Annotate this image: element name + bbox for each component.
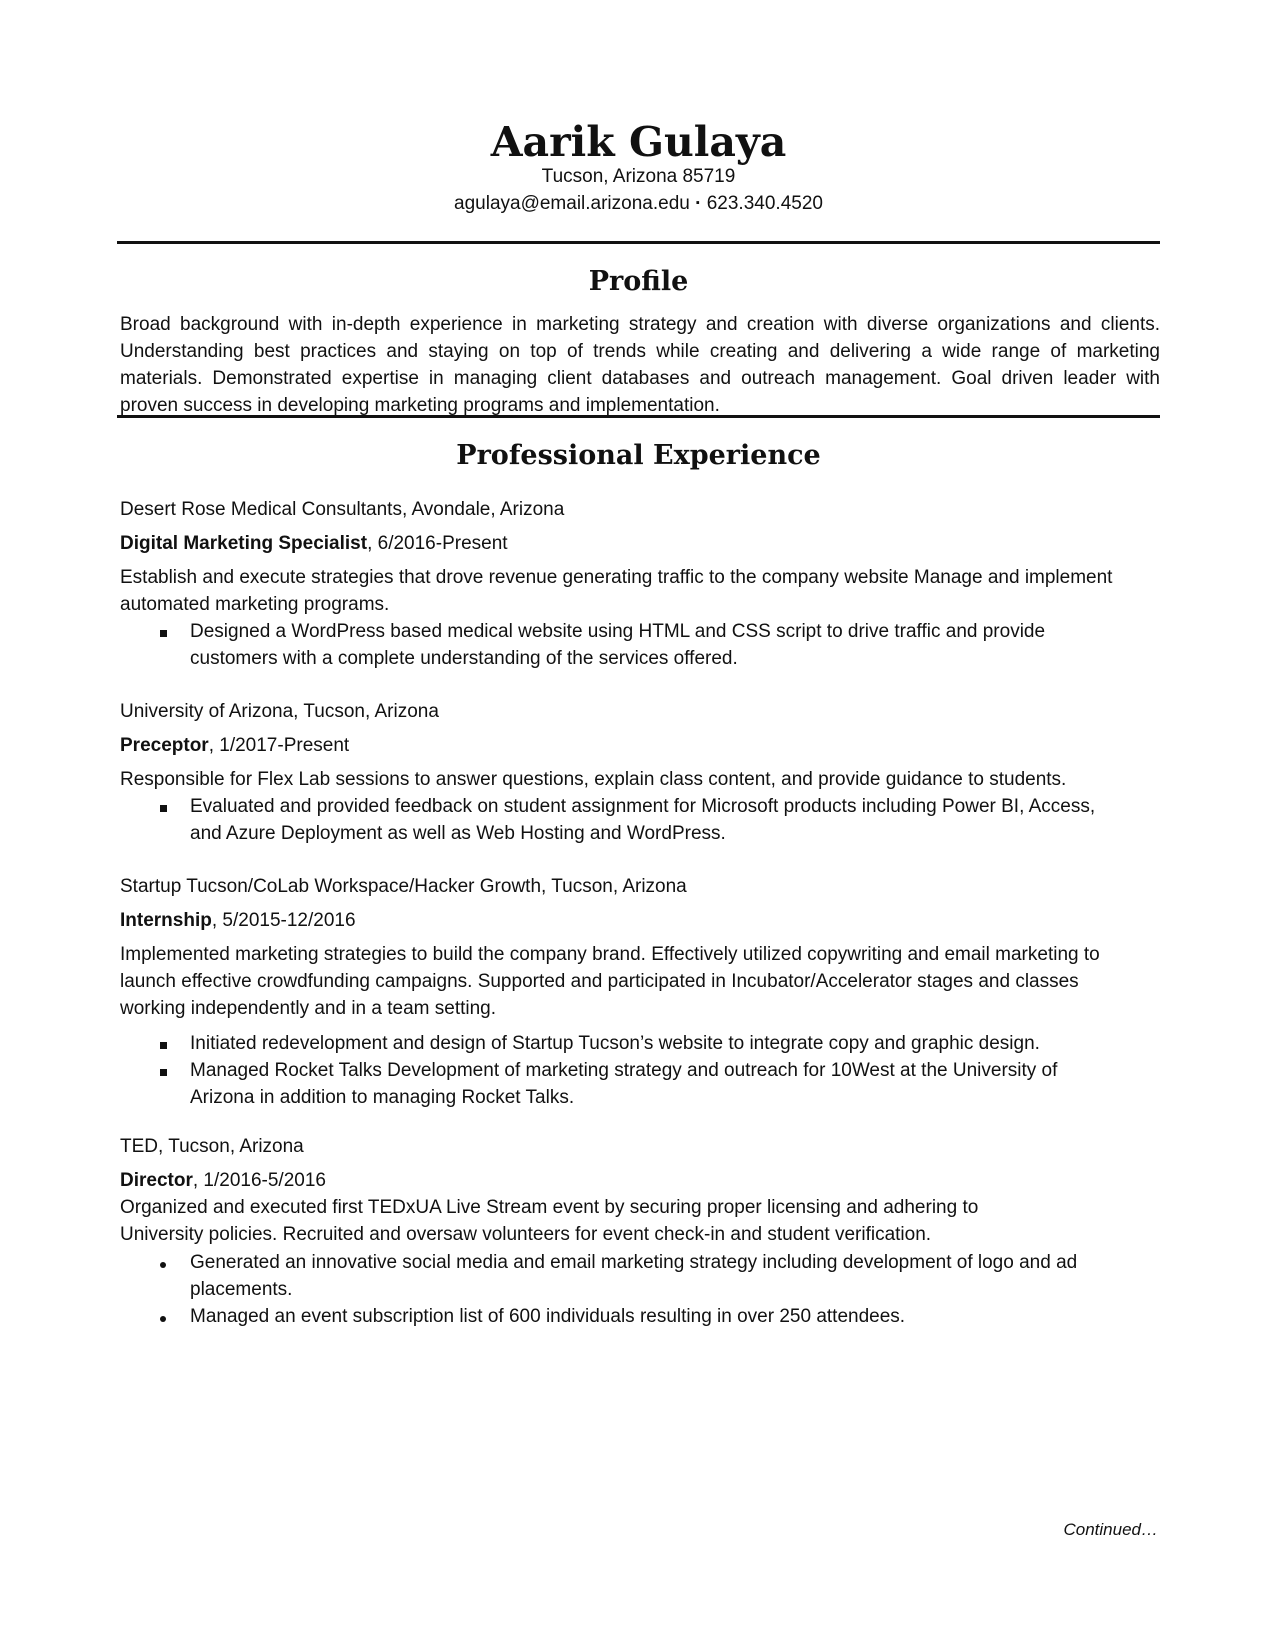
- job-2-bullets: [190, 793, 1110, 847]
- job-3-title-line: [120, 907, 1160, 934]
- bullet-square-icon: [160, 1069, 167, 1076]
- job-2-title: Preceptor: [120, 735, 209, 756]
- job-1-title-line: [120, 530, 1160, 557]
- job-3-organization: Startup Tucson/CoLab Workspace/Hacker Growth, Tucson, Arizona: [120, 876, 687, 897]
- job-4-dates: , 1/2016-5/2016: [192, 1170, 326, 1191]
- job-3-description: Implemented marketing strategies to build the company brand. Effectively utilized copywriting and email marketing to launch effective crowdfunding campaigns. Supported and participated in Incubator/Accelerator stages and classes working independently and in a team setting.: [120, 944, 1100, 1019]
- list-item: Evaluated and provided feedback on student assignment for Microsoft products including Power BI, Access, and Azure Deployment as well as Web Hosting and WordPress.: [190, 793, 1110, 847]
- job-4-title: Director: [120, 1170, 193, 1191]
- job-3-bullets: [190, 1030, 1125, 1111]
- bullet-square-icon: [160, 630, 167, 637]
- job-4-title-line: [120, 1167, 1160, 1194]
- job-3-title: Internship: [120, 910, 212, 931]
- job-1-description: Establish and execute strategies that drove revenue generating traffic to the company website Manage and implement automated marketing programs.: [120, 567, 1113, 615]
- bullet-dot-icon: [160, 1262, 166, 1268]
- header-divider: [117, 241, 1160, 244]
- experience-heading: Professional Experience: [456, 440, 821, 471]
- job-4-organization: TED, Tucson, Arizona: [120, 1136, 304, 1157]
- continued-note: Continued…: [1063, 1520, 1158, 1539]
- phone: 623.340.4520: [706, 193, 823, 214]
- location: Tucson, Arizona 85719: [541, 166, 736, 187]
- separator: ·: [695, 193, 702, 214]
- list-item: Generated an innovative social media and email marketing strategy including development of logo and ad placements.: [190, 1249, 1110, 1303]
- job-1-bullets: [190, 618, 1110, 672]
- email: agulaya@email.arizona.edu: [454, 193, 690, 214]
- contact-line: [117, 193, 1160, 215]
- job-1-dates: , 6/2016-Present: [367, 533, 508, 554]
- bullet-dot-icon: [160, 1316, 166, 1322]
- job-2-title-line: [120, 732, 1160, 759]
- list-item: Managed Rocket Talks Development of marketing strategy and outreach for 10West at the University of Arizona in addition to managing Rocket Talks.: [190, 1057, 1125, 1111]
- job-2-dates: , 1/2017-Present: [208, 735, 350, 756]
- job-4-description: Organized and executed first TEDxUA Live Stream event by securing proper licensing and adhering to University policies. Recruited and oversaw volunteers for event check-in and student verification.: [120, 1197, 979, 1245]
- profile-heading: Profile: [588, 266, 689, 297]
- job-3-dates: , 5/2015-12/2016: [211, 910, 356, 931]
- list-item: Initiated redevelopment and design of Startup Tucson’s website to integrate copy and graphic design.: [190, 1030, 1125, 1057]
- job-1-organization: Desert Rose Medical Consultants, Avondale, Arizona: [120, 499, 565, 520]
- list-item: Designed a WordPress based medical website using HTML and CSS script to drive traffic and provide customers with a complete understanding of the services offered.: [190, 618, 1110, 672]
- bullet-square-icon: [160, 1042, 167, 1049]
- resume-page: [117, 0, 1160, 1650]
- candidate-name: Aarik Gulaya: [490, 118, 787, 166]
- profile-divider: [117, 415, 1160, 418]
- job-2-description: Responsible for Flex Lab sessions to answer questions, explain class content, and provide guidance to students.: [120, 769, 1067, 790]
- job-1-title: Digital Marketing Specialist: [120, 533, 368, 554]
- job-4-bullets: [190, 1249, 1110, 1330]
- list-item: Managed an event subscription list of 600 individuals resulting in over 250 attendees.: [190, 1303, 1110, 1330]
- job-2-organization: University of Arizona, Tucson, Arizona: [120, 701, 439, 722]
- profile-text: Broad background with in-depth experience in marketing strategy and creation with diverse organizations and clients. Understanding best practices and staying on top of trends while creating and delivering a wide range of marketing materials. Demonstrated expertise in managing client databases and outreach management. Goal driven leader with proven success in developing marketing programs and implementation.: [120, 314, 1160, 416]
- bullet-square-icon: [160, 805, 167, 812]
